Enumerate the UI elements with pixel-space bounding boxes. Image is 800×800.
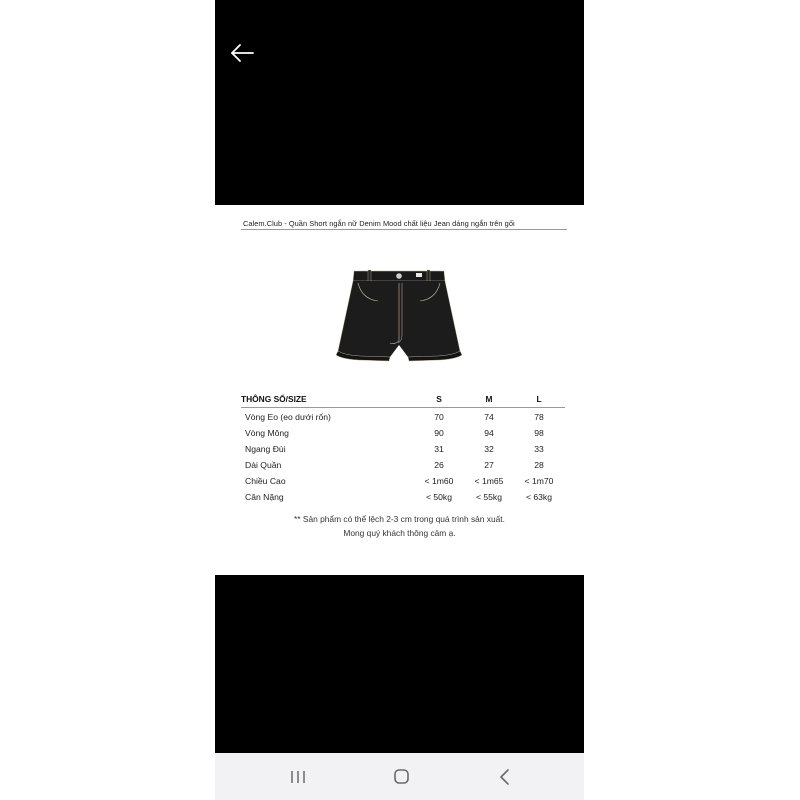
header-divider [241,407,565,408]
row-value-s: < 50kg [425,492,453,502]
row-label: Vòng Mông [245,428,289,438]
header-spec: THÔNG SỐ/SIZE [241,394,307,404]
row-value-m: 94 [484,428,494,438]
top-letterbox [215,0,584,205]
tolerance-note: ** Sản phẩm có thể lệch 2-3 cm trong quá trình sản xuất. [294,514,505,524]
row-value-s: 90 [434,428,444,438]
table-row [241,489,565,505]
row-value-s: 26 [434,460,444,470]
row-label: Dài Quần [245,460,282,470]
row-value-l: < 63kg [525,492,553,502]
table-row [241,441,565,457]
home-icon[interactable] [387,763,415,791]
back-arrow-icon[interactable] [229,40,255,66]
row-label: Chiều Cao [245,476,286,486]
row-label: Ngang Đùi [245,444,286,454]
row-label: Vòng Eo (eo dưới rốn) [245,412,331,422]
chevron-left-icon[interactable] [491,763,519,791]
denim-shorts-image [328,265,470,369]
header-size-s: S [436,394,442,404]
product-size-chart-image [215,205,584,575]
row-value-m: 27 [484,460,494,470]
title-divider [241,229,567,230]
system-navigation-bar [215,753,584,800]
header-size-l: L [536,394,542,404]
row-value-l: 33 [534,444,544,454]
row-value-l: 78 [534,412,544,422]
row-value-m: < 55kg [475,492,503,502]
table-row [241,425,565,441]
row-value-m: 74 [484,412,494,422]
row-value-l: 28 [534,460,544,470]
row-value-l: 98 [534,428,544,438]
header-size-m: M [485,394,493,404]
size-table [241,391,565,505]
bottom-letterbox [215,575,584,753]
image-viewer [215,0,584,800]
row-value-s: 70 [434,412,444,422]
table-row [241,473,565,489]
recent-apps-icon[interactable] [284,763,312,791]
table-row [241,457,565,473]
apology-note: Mong quý khách thông cảm ạ. [343,528,456,538]
row-value-l: < 1m70 [524,476,554,486]
product-title: Calem.Club - Quần Short ngắn nữ Denim Mood chất liệu Jean dáng ngắn trên gối [243,219,515,228]
size-table-header [241,391,565,407]
table-row [241,409,565,425]
row-value-s: 31 [434,444,444,454]
row-value-m: < 1m65 [474,476,504,486]
row-value-s: < 1m60 [424,476,454,486]
row-value-m: 32 [484,444,494,454]
row-label: Cân Nặng [245,492,284,502]
